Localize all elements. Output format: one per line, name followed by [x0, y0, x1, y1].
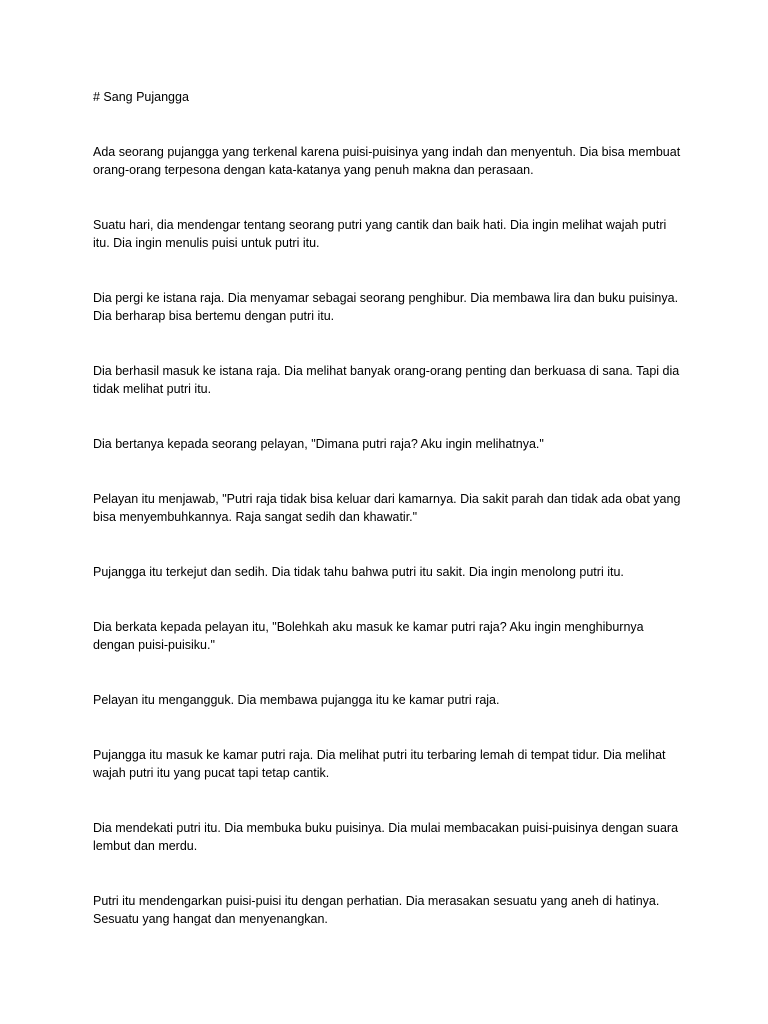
paragraph-6: Pelayan itu menjawab, "Putri raja tidak bisa keluar dari kamarnya. Dia sakit parah dan tidak ada obat yang bisa menyembuhkannya. Raja sangat sedih dan khawatir."	[93, 492, 681, 524]
paragraph-7: Pujangga itu terkejut dan sedih. Dia tidak tahu bahwa putri itu sakit. Dia ingin menolong putri itu.	[93, 565, 624, 579]
paragraph-4: Dia berhasil masuk ke istana raja. Dia melihat banyak orang-orang penting dan berkuasa di sana. Tapi dia tidak melihat putri itu.	[93, 364, 680, 396]
paragraph-9: Pelayan itu mengangguk. Dia membawa pujangga itu ke kamar putri raja.	[93, 693, 500, 707]
paragraph-8: Dia berkata kepada pelayan itu, "Bolehkah aku masuk ke kamar putri raja? Aku ingin menghiburnya dengan puisi-puisiku."	[93, 620, 644, 652]
paragraph-5: Dia bertanya kepada seorang pelayan, "Dimana putri raja? Aku ingin melihatnya."	[93, 437, 544, 451]
document-title: # Sang Pujangga	[93, 90, 189, 104]
paragraph-3: Dia pergi ke istana raja. Dia menyamar sebagai seorang penghibur. Dia membawa lira dan buku puisinya. Dia berharap bisa bertemu dengan putri itu.	[93, 291, 679, 323]
paragraph-10: Pujangga itu masuk ke kamar putri raja. Dia melihat putri itu terbaring lemah di tempat tidur. Dia melihat wajah putri itu yang pucat tapi tetap cantik.	[93, 748, 666, 780]
paragraph-2: Suatu hari, dia mendengar tentang seorang putri yang cantik dan baik hati. Dia ingin melihat wajah putri itu. Dia ingin menulis puisi untuk putri itu.	[93, 218, 667, 250]
paragraph-12: Putri itu mendengarkan puisi-puisi itu dengan perhatian. Dia merasakan sesuatu yang aneh di hatinya. Sesuatu yang hangat dan menyenangkan.	[93, 894, 660, 926]
document-body	[93, 88, 683, 965]
paragraph-11: Dia mendekati putri itu. Dia membuka buku puisinya. Dia mulai membacakan puisi-puisinya dengan suara lembut dan merdu.	[93, 821, 679, 853]
paragraph-1: Ada seorang pujangga yang terkenal karena puisi-puisinya yang indah dan menyentuh. Dia bisa membuat orang-orang terpesona dengan kata-katanya yang penuh makna dan perasaan.	[93, 145, 681, 177]
